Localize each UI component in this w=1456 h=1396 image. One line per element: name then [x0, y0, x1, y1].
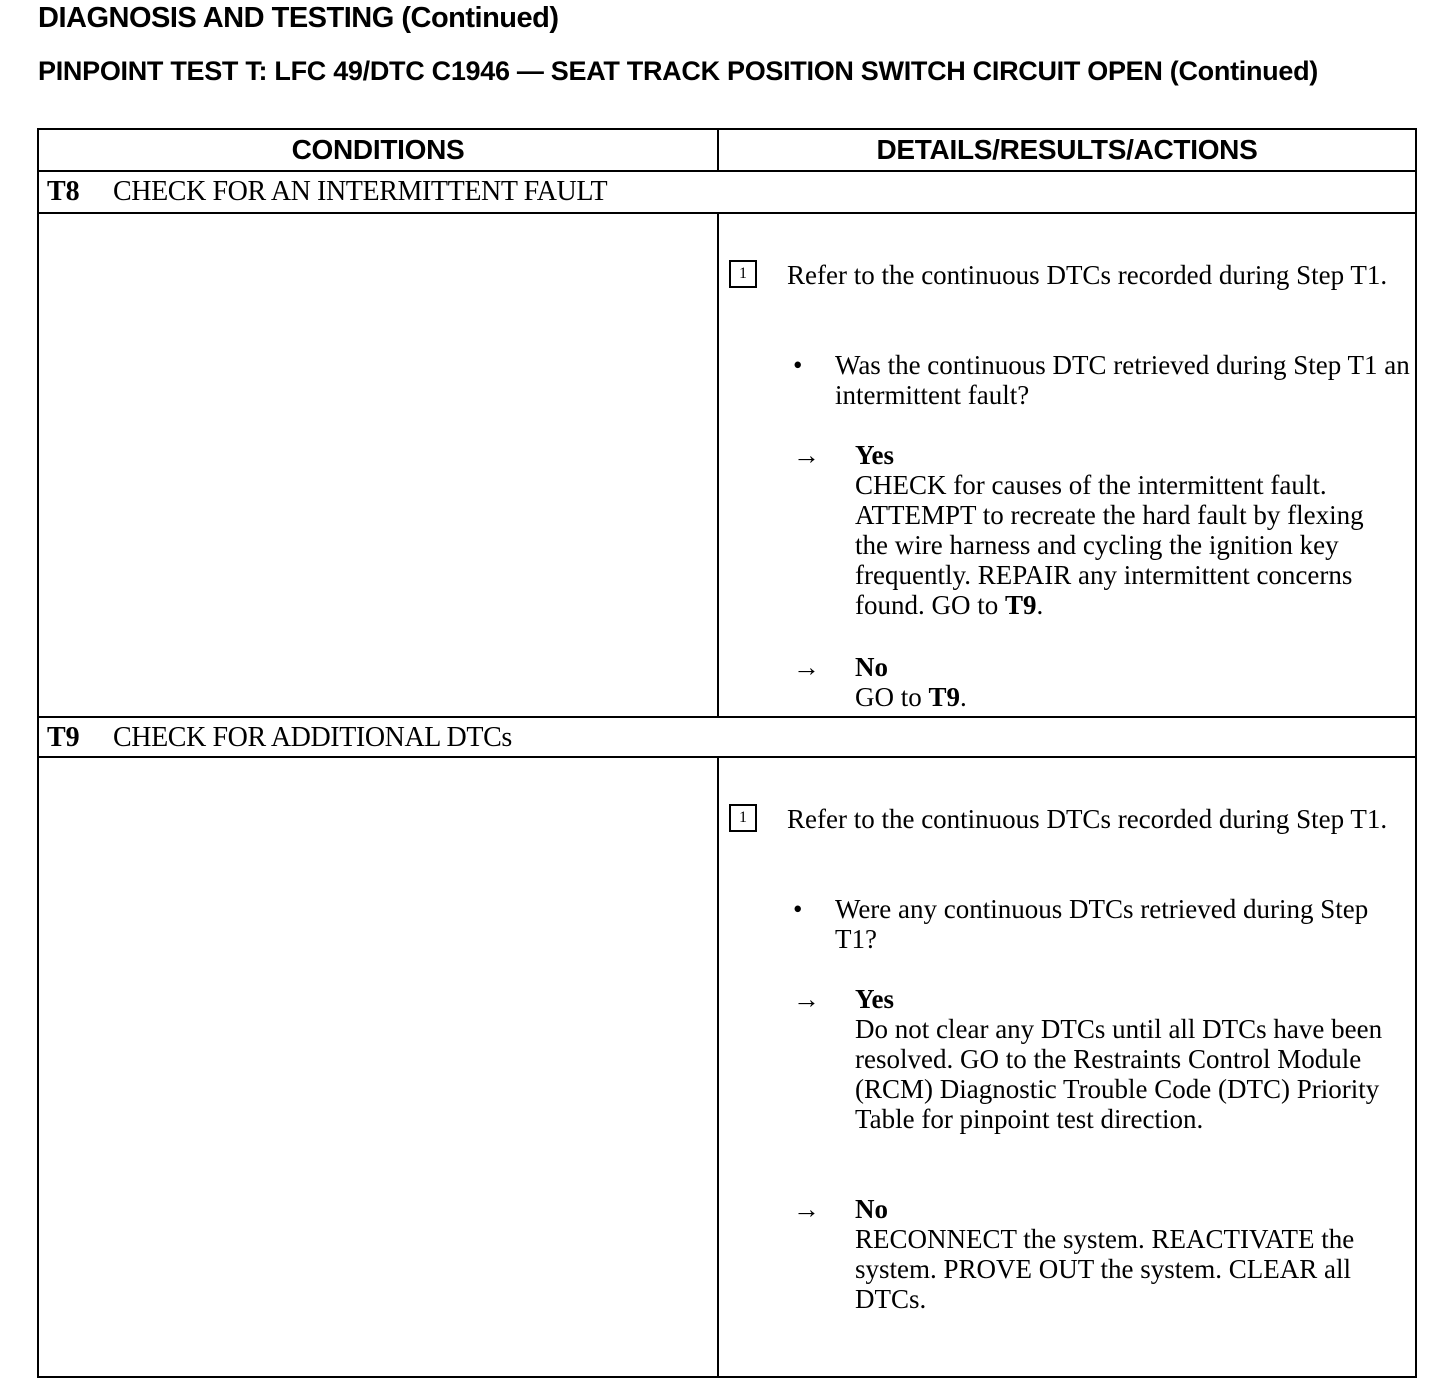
- column-divider: [717, 130, 719, 172]
- yes-label: Yes: [855, 984, 894, 1014]
- arrow-right-icon: →: [793, 652, 820, 682]
- goto-step-ref: T9: [928, 682, 961, 712]
- step-title: CHECK FOR AN INTERMITTENT FAULT: [113, 176, 608, 207]
- step-header-t9: [39, 716, 1415, 758]
- no-label: No: [855, 1194, 888, 1224]
- pinpoint-test-table: [37, 128, 1417, 1378]
- step-title: CHECK FOR ADDITIONAL DTCs: [113, 722, 512, 753]
- no-label: No: [855, 652, 888, 682]
- step-number-box: 1: [729, 260, 757, 288]
- column-divider: [717, 758, 719, 1378]
- arrow-right-icon: →: [793, 984, 820, 1014]
- details-column-header: DETAILS/RESULTS/ACTIONS: [876, 134, 1258, 165]
- yes-action-text: Do not clear any DTCs until all DTCs have been resolved. GO to the Restraints Control Module (RCM) Diagnostic Trouble Code (DTC) Priority Table for pinpoint test direction.: [855, 1014, 1383, 1134]
- page-title: DIAGNOSIS AND TESTING (Continued): [38, 2, 559, 34]
- step-body-t9: [39, 758, 1415, 1378]
- instruction-text: Refer to the continuous DTCs recorded during Step T1.: [787, 260, 1388, 290]
- no-action-text: GO to T9.: [855, 682, 967, 712]
- table-header-row: [39, 130, 1415, 172]
- step-id: T8: [47, 176, 80, 207]
- conditions-column-header: CONDITIONS: [291, 134, 465, 165]
- goto-step-ref: T9: [1005, 590, 1037, 620]
- yes-label: Yes: [855, 440, 894, 470]
- instruction-text: Refer to the continuous DTCs recorded during Step T1.: [787, 804, 1388, 834]
- step-body-t8: [39, 214, 1415, 716]
- question-text: Were any continuous DTCs retrieved during Step T1?: [835, 894, 1369, 954]
- yes-action-text: CHECK for causes of the intermittent fault. ATTEMPT to recreate the hard fault by flexing the wire harness and cycling the ignition key frequently. REPAIR any intermittent concerns found. GO to T9.: [855, 470, 1364, 620]
- step-number-box: 1: [729, 804, 757, 832]
- column-divider: [717, 214, 719, 716]
- arrow-right-icon: →: [793, 1194, 820, 1224]
- bullet-icon: •: [793, 894, 803, 924]
- bullet-icon: •: [793, 350, 803, 380]
- question-text: Was the continuous DTC retrieved during Step T1 an intermittent fault?: [835, 350, 1410, 410]
- arrow-right-icon: →: [793, 440, 820, 470]
- step-header-t8: [39, 172, 1415, 214]
- no-action-text: RECONNECT the system. REACTIVATE the system. PROVE OUT the system. CLEAR all DTCs.: [855, 1224, 1355, 1314]
- pinpoint-test-title: PINPOINT TEST T: LFC 49/DTC C1946 — SEAT TRACK POSITION SWITCH CIRCUIT OPEN (Continued): [38, 56, 1318, 86]
- step-id: T9: [47, 722, 80, 753]
